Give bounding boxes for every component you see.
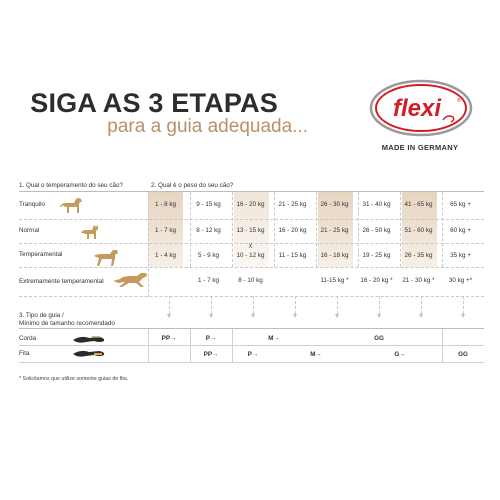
size-cell: GG	[458, 351, 468, 358]
weight-cell: 16 - 20 kg	[278, 227, 307, 234]
size-cell: P→	[247, 351, 259, 358]
down-arrow-icon	[377, 314, 381, 318]
weight-cell: 11-15 kg *	[320, 277, 349, 284]
weight-cell: 26 - 30 kg	[320, 201, 349, 208]
weight-cell: 26 - 35 kg	[404, 252, 433, 259]
weight-cell: 30 kg +*	[448, 277, 473, 284]
weight-cell: 41 - 65 kg	[404, 201, 433, 208]
weight-cell: 1 - 7 kg	[155, 227, 176, 234]
down-arrow-icon	[461, 314, 465, 318]
leash-type-label: Corda	[19, 335, 37, 342]
weight-cell: 16 - 18 kg	[320, 252, 349, 259]
row-divider	[19, 345, 484, 346]
weight-cell: 31 - 40 kg	[362, 201, 391, 208]
weight-cell: 21 - 25 kg	[320, 227, 349, 234]
temperament-label: Extremamente temperamental	[19, 278, 104, 285]
row-divider	[19, 267, 484, 268]
row-divider	[19, 296, 484, 297]
leash-type-label: Fita	[19, 350, 30, 357]
page-subtitle: para a guia adequada...	[107, 116, 308, 137]
x-mark: X	[248, 244, 253, 250]
size-cell: GG	[374, 335, 384, 342]
weight-cell: 60 kg +	[450, 227, 471, 234]
temperament-label: Temperamental	[19, 251, 63, 258]
weight-cell: 1 - 8 kg	[155, 201, 176, 208]
weight-cell: 21 - 30 kg *	[402, 277, 435, 284]
extremely-temperamental-dog-icon	[112, 270, 148, 290]
weight-cell: 21 - 25 kg	[278, 201, 307, 208]
size-cell: M→	[268, 335, 280, 342]
svg-text:flexi: flexi	[392, 95, 442, 122]
size-cell: G→	[394, 351, 406, 358]
weight-cell: 8 - 10 kg	[238, 277, 263, 284]
size-cell: PP→	[161, 335, 177, 342]
size-cell: M→	[310, 351, 322, 358]
weight-cell: 35 kg +	[450, 252, 471, 259]
arrow-line	[253, 296, 254, 314]
down-arrow-icon	[419, 314, 423, 318]
down-arrow-icon	[335, 314, 339, 318]
arrow-line	[211, 296, 212, 314]
tape-leash-icon	[72, 349, 106, 359]
step3-subheading: Mínimo de tamanho recomendado	[19, 320, 115, 327]
arrow-line	[421, 296, 422, 314]
calm-dog-icon	[56, 194, 84, 218]
weight-cell: 26 - 50 kg	[362, 227, 391, 234]
weight-cell: 16 - 20 kg *	[360, 277, 393, 284]
weight-cell: 5 - 9 kg	[198, 252, 219, 259]
arrow-line	[169, 296, 170, 314]
column-divider	[148, 329, 149, 362]
step3-divider	[19, 328, 484, 329]
svg-text:®: ®	[457, 98, 461, 104]
temperamental-dog-icon	[86, 245, 122, 267]
down-arrow-icon	[167, 314, 171, 318]
down-arrow-icon	[209, 314, 213, 318]
page-title: SIGA AS 3 ETAPAS	[30, 88, 278, 118]
weight-cell: 9 - 15 kg	[196, 201, 221, 208]
arrow-line	[337, 296, 338, 314]
footnote: * Solicitamos que utilize somente guias de fita.	[19, 376, 129, 382]
step2-heading: 2. Qual é o peso do seu cão?	[151, 182, 234, 189]
weight-cell: 1 - 7 kg	[198, 277, 219, 284]
weight-cell: 11 - 15 kg	[278, 252, 307, 259]
temperament-label: Tranquilo	[19, 201, 46, 208]
weight-cell: 13 - 15 kg	[236, 227, 265, 234]
row-divider	[19, 362, 484, 363]
step3-heading: 3. Tipo de guia /	[19, 312, 64, 319]
flexi-logo	[369, 78, 473, 138]
arrow-line	[295, 296, 296, 314]
made-in-germany-label: MADE IN GERMANY	[381, 143, 459, 152]
normal-dog-icon	[78, 219, 102, 243]
weight-cell: 19 - 25 kg	[362, 252, 391, 259]
down-arrow-icon	[251, 314, 255, 318]
down-arrow-icon	[293, 314, 297, 318]
cord-leash-icon	[72, 334, 106, 344]
weight-cell: 16 - 20 kg	[236, 201, 265, 208]
weight-cell: 65 kg +	[450, 201, 471, 208]
arrow-line	[379, 296, 380, 314]
size-cell: PP→	[203, 351, 219, 358]
size-cell: P→	[205, 335, 217, 342]
weight-cell: 10 - 12 kg	[236, 252, 265, 259]
weight-cell: 8 - 12 kg	[196, 227, 221, 234]
weight-cell: 1 - 4 kg	[155, 252, 176, 259]
weight-cell: 51 - 60 kg	[404, 227, 433, 234]
step1-heading: 1. Qual o temperamento do seu cão?	[19, 182, 123, 189]
arrow-line	[463, 296, 464, 314]
temperament-label: Normal	[19, 227, 40, 234]
